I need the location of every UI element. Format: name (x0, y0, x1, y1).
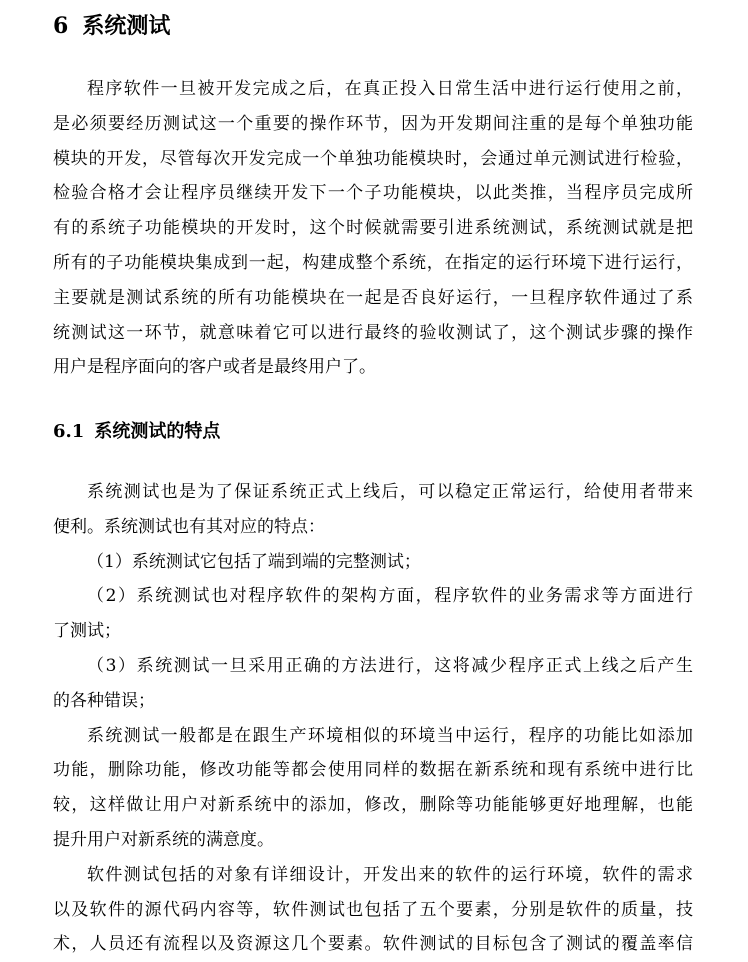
text-line: 了测试； (53, 621, 121, 642)
text-line: 程序软件一旦被开发完成之后，在真正投入日常生活中进行运行使用之前， (87, 79, 693, 99)
text-line: 统测试这一环节，就意味着它可以进行最终的验收测试了，这个测试步骤的操作 (53, 322, 693, 343)
subsection-heading (53, 418, 220, 446)
text-line: 所有的子功能模块集成到一起，构建成整个系统，在指定的运行环境下进行运行， (53, 252, 693, 273)
subsection-body (53, 475, 693, 962)
text-line: 用户是程序面向的客户或者是最终用户了。 (53, 357, 376, 378)
text-line: 检验合格才会让程序员继续开发下一个子功能模块，以此类推，当程序员完成所 (53, 183, 693, 204)
text-line: 主要就是测试系统的所有功能模块在一起是否良好运行，一旦程序软件通过了系 (53, 287, 693, 308)
list-item: （2）系统测试也对程序软件的架构方面，程序软件的业务需求等方面进行 (87, 586, 693, 607)
text-line: 软件测试包括的对象有详细设计，开发出来的软件的运行环境，软件的需求 (87, 864, 693, 885)
list-item: （3）系统测试一旦采用正确的方法进行，这将减少程序正式上线之后产生 (87, 655, 693, 676)
subsection-number: 6.1 (53, 421, 85, 442)
text-line: 的各种错误； (53, 690, 155, 711)
text-line: 便利。系统测试也有其对应的特点： (53, 516, 325, 537)
text-line: 模块的开发，尽管每次开发完成一个单独功能模块时，会通过单元测试进行检验， (53, 148, 693, 169)
text-line: 系统测试也是为了保证系统正式上线后，可以稳定正常运行，给使用者带来 (87, 482, 693, 502)
text-line: 功能，删除功能，修改功能等都会使用同样的数据在新系统和现有系统中进行比 (53, 760, 693, 781)
intro-paragraph (53, 72, 693, 385)
section-heading (53, 8, 170, 44)
text-line: 以及软件的源代码内容等，软件测试也包括了五个要素，分别是软件的质量，技 (53, 899, 693, 920)
section-number: 6 (53, 13, 69, 39)
list-item: （1）系统测试它包括了端到端的完整测试； (87, 551, 421, 572)
subsection-title: 系统测试的特点 (94, 421, 221, 442)
text-line: 术，人员还有流程以及资源这几个要素。软件测试的目标包含了测试的覆盖率信 (53, 934, 693, 955)
text-line: 是必须要经历测试这一个重要的操作环节，因为开发期间注重的是每个单独功能 (53, 113, 693, 134)
text-line: 系统测试一般都是在跟生产环境相似的环境当中运行，程序的功能比如添加 (87, 725, 693, 746)
text-line: 提升用户对新系统的满意度。 (53, 829, 274, 850)
section-title: 系统测试 (82, 13, 171, 39)
text-line: 较，这样做让用户对新系统中的添加，修改，删除等功能能够更好地理解，也能 (53, 795, 693, 816)
text-line: 有的系统子功能模块的开发时，这个时候就需要引进系统测试，系统测试就是把 (53, 218, 693, 239)
